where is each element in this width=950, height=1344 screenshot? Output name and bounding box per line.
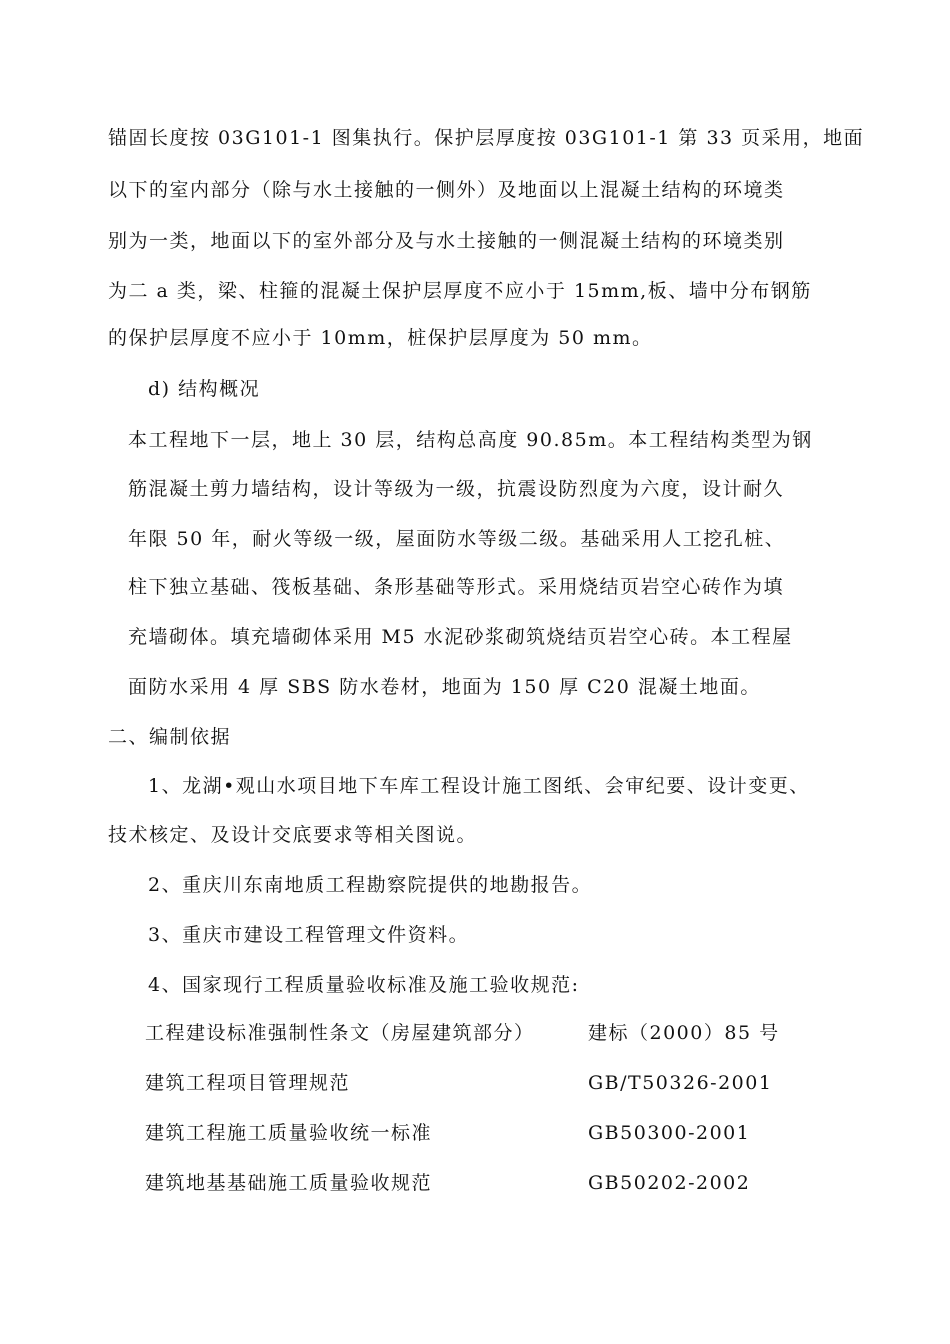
paragraph-line: 本工程地下一层，地上 30 层，结构总高度 90.85m。本工程结构类型为钢 bbox=[128, 429, 813, 451]
standard-code: GB/T50326-2001 bbox=[588, 1072, 773, 1094]
paragraph-line: 充墙砌体。填充墙砌体采用 M5 水泥砂浆砌筑烧结页岩空心砖。本工程屋 bbox=[128, 626, 793, 648]
standard-code: 建标（2000）85 号 bbox=[588, 1022, 780, 1044]
subsection-heading: d) 结构概况 bbox=[148, 378, 261, 400]
section-title: 二、编制依据 bbox=[108, 726, 232, 748]
standard-name: 工程建设标准强制性条文（房屋建筑部分） bbox=[145, 1022, 535, 1044]
paragraph-line: 锚固长度按 03G101-1 图集执行。保护层厚度按 03G101-1 第 33 页采用，地面 bbox=[108, 127, 865, 149]
list-item: 1、龙湖•观山水项目地下车库工程设计施工图纸、会审纪要、设计变更、 bbox=[148, 775, 810, 797]
standard-name: 建筑地基基础施工质量验收规范 bbox=[145, 1172, 433, 1194]
paragraph-line: 筋混凝土剪力墙结构，设计等级为一级，抗震设防烈度为六度，设计耐久 bbox=[128, 478, 785, 500]
list-item: 4、国家现行工程质量验收标准及施工验收规范: bbox=[148, 974, 580, 996]
paragraph-line: 面防水采用 4 厚 SBS 防水卷材，地面为 150 厚 C20 混凝土地面。 bbox=[128, 676, 761, 698]
paragraph-line: 以下的室内部分（除与水土接触的一侧外）及地面以上混凝土结构的环境类 bbox=[108, 179, 785, 201]
paragraph-line: 为二 a 类，梁、柱箍的混凝土保护层厚度不应小于 15mm,板、墙中分布钢筋 bbox=[108, 280, 812, 302]
list-item: 2、重庆川东南地质工程勘察院提供的地勘报告。 bbox=[148, 874, 593, 896]
standard-code: GB50300-2001 bbox=[588, 1122, 751, 1144]
standard-code: GB50202-2002 bbox=[588, 1172, 751, 1194]
list-item: 3、重庆市建设工程管理文件资料。 bbox=[148, 924, 470, 946]
paragraph-line: 别为一类，地面以下的室外部分及与水土接触的一侧混凝土结构的环境类别 bbox=[108, 230, 785, 252]
standard-name: 建筑工程施工质量验收统一标准 bbox=[145, 1122, 433, 1144]
paragraph-line: 的保护层厚度不应小于 10mm，桩保护层厚度为 50 mm。 bbox=[108, 327, 653, 349]
list-item-continuation: 技术核定、及设计交底要求等相关图说。 bbox=[108, 824, 478, 846]
paragraph-line: 柱下独立基础、筏板基础、条形基础等形式。采用烧结页岩空心砖作为填 bbox=[128, 576, 785, 598]
paragraph-line: 年限 50 年，耐火等级一级，屋面防水等级二级。基础采用人工挖孔桩、 bbox=[128, 528, 786, 550]
standard-name: 建筑工程项目管理规范 bbox=[145, 1072, 351, 1094]
